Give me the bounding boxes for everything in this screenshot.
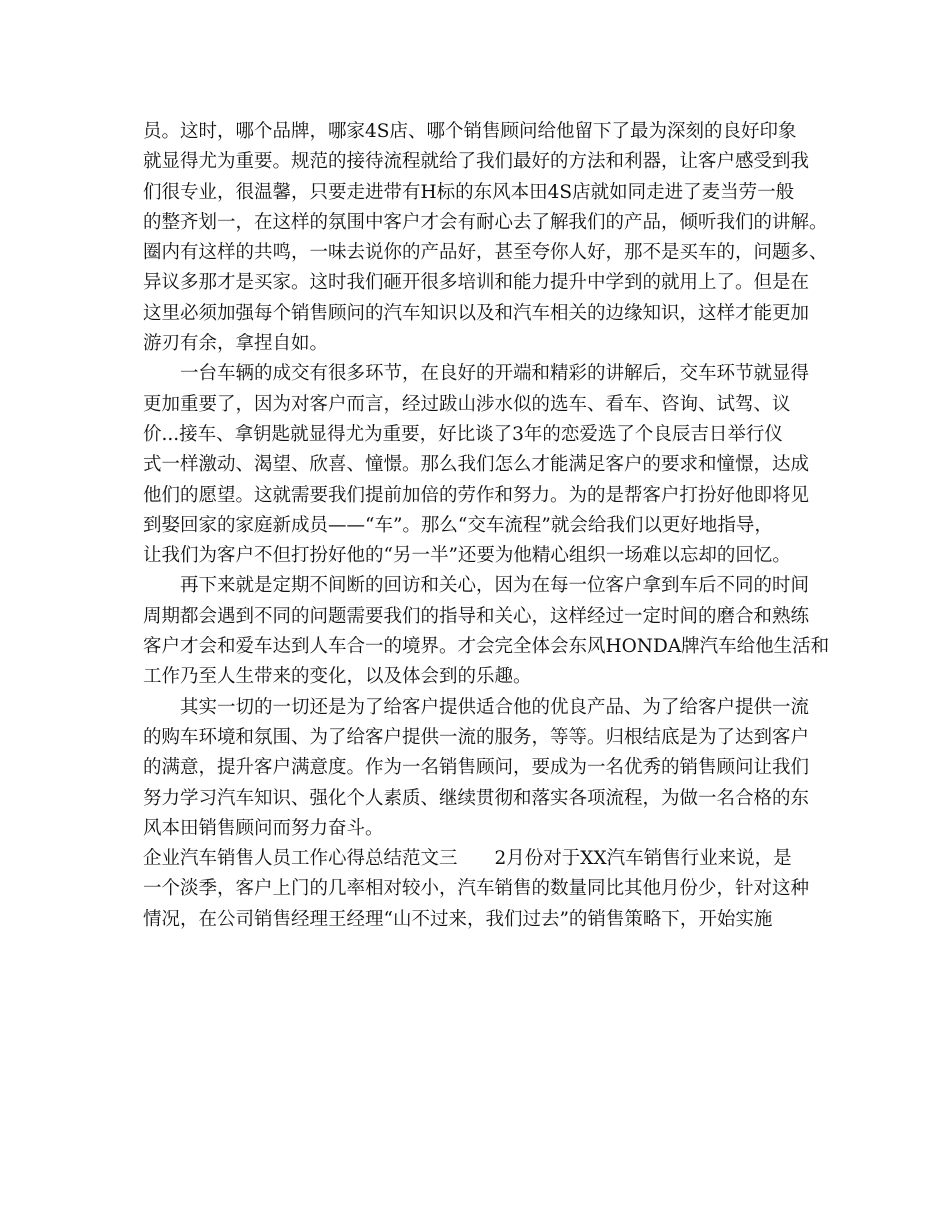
text-line: 员。这时，哪个品牌，哪家4S店、哪个销售顾问给他留下了最为深刻的良好印象 bbox=[143, 121, 797, 142]
text-line: 就显得尤为重要。规范的接待流程就给了我们最好的方法和利器，让客户感受到我 bbox=[143, 151, 810, 173]
text-line: 周期都会遇到不同的问题需要我们的指导和关心，这样经过一定时间的磨合和熟练 bbox=[143, 605, 810, 627]
text-line: 客户才会和爱车达到人车合一的境界。才会完全体会东风HONDA牌汽车给他生活和 bbox=[143, 636, 830, 658]
text-line: 他们的愿望。这就需要我们提前加倍的劳作和努力。为的是帮客户打扮好他即将见 bbox=[143, 484, 810, 506]
text-line: 这里必须加强每个销售顾问的汽车知识以及和汽车相关的边缘知识，这样才能更加 bbox=[143, 302, 810, 324]
text-line: 的满意，提升客户满意度。作为一名销售顾问，要成为一名优秀的销售顾问让我们 bbox=[143, 757, 810, 779]
text-line: 游刃有余，拿捏自如。 bbox=[143, 333, 329, 355]
text-line: 工作乃至人生带来的变化，以及体会到的乐趣。 bbox=[143, 666, 532, 688]
text-line: 风本田销售顾问而努力奋斗。 bbox=[143, 817, 384, 839]
text-line: 异议多那才是买家。这时我们砸开很多培训和能力提升中学到的就用上了。但是在 bbox=[143, 272, 810, 294]
text-line: 的整齐划一，在这样的氛围中客户才会有耐心去了解我们的产品，倾听我们的讲解。 bbox=[143, 211, 828, 233]
text-line: 一个淡季，客户上门的几率相对较小，汽车销售的数量同比其他月份少，针对这种 bbox=[143, 878, 810, 900]
text-line: 更加重要了，因为对客户而言，经过跋山涉水似的选车、看车、咨询、试驾、议 bbox=[143, 393, 791, 415]
text-line: 们很专业，很温馨，只要走进带有H标的东风本田4S店就如同走进了麦当劳一般 bbox=[143, 181, 795, 203]
text-line: 情况，在公司销售经理王经理“山不过来，我们过去”的销售策略下，开始实施 bbox=[143, 908, 773, 930]
text-line: 努力学习汽车知识、强化个人素质、继续贯彻和落实各项流程，为做一名合格的东 bbox=[143, 787, 810, 809]
body-text bbox=[143, 117, 833, 935]
text-line: 让我们为客户不但打扮好他的“另一半”还要为他精心组织一场难以忘却的回忆。 bbox=[143, 545, 791, 567]
text-line: 到娶回家的家庭新成员——“车”。那么“交车流程”就会给我们以更好地指导， bbox=[143, 514, 773, 536]
paragraph-start-line: 一台车辆的成交有很多环节，在良好的开端和精彩的讲解后，交车环节就显得 bbox=[143, 363, 810, 385]
text-line: 式一样激动、渴望、欣喜、憧憬。那么我们怎么才能满足客户的要求和憧憬，达成 bbox=[143, 454, 810, 476]
paragraph-start-line: 其实一切的一切还是为了给客户提供适合他的优良产品、为了给客户提供一流 bbox=[143, 696, 810, 718]
text-line: 圈内有这样的共鸣，一味去说你的产品好，甚至夸你人好，那不是买车的，问题多、 bbox=[143, 242, 828, 264]
text-line: 价...接车、拿钥匙就显得尤为重要，好比谈了3年的恋爱选了个良辰吉日举行仪 bbox=[143, 423, 783, 445]
section-heading-line: 企业汽车销售人员工作心得总结范文三 2月份对于XX汽车销售行业来说，是 bbox=[143, 848, 792, 870]
text-line: 的购车环境和氛围、为了给客户提供一流的服务，等等。归根结底是为了达到客户 bbox=[143, 726, 810, 748]
paragraph-start-line: 再下来就是定期不间断的回访和关心，因为在每一位客户拿到车后不同的时间 bbox=[143, 575, 810, 597]
